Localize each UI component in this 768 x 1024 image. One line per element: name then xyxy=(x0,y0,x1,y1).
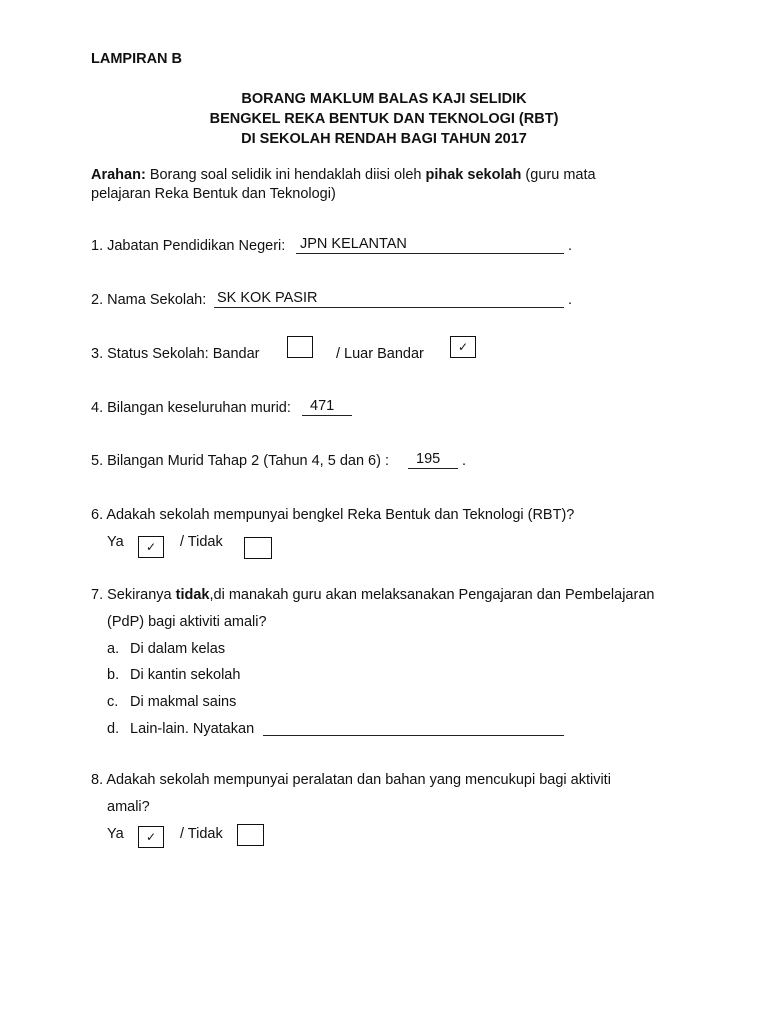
q4-answer[interactable]: 471 xyxy=(310,398,335,414)
q7-option-d[interactable]: Lain-lain. Nyatakan xyxy=(130,721,255,737)
q6-yes-checkbox[interactable] xyxy=(138,536,164,558)
q7-rest: ,di manakah guru akan melaksanakan Pengajaran dan Pembelajaran xyxy=(209,587,655,603)
q7-question-line-2: (PdP) bagi aktiviti amali? xyxy=(107,614,267,630)
instructions-label: Arahan: xyxy=(91,167,146,183)
check-mark-icon: ✓ xyxy=(145,830,157,844)
q7-option-b[interactable]: Di kantin sekolah xyxy=(130,667,241,683)
instructions-text-b: (guru mata xyxy=(521,167,596,183)
instructions-bold: pihak sekolah xyxy=(425,167,522,183)
q8-question-line-1: 8. Adakah sekolah mempunyai peralatan dan bahan yang mencukupi bagi aktiviti xyxy=(91,772,611,788)
q7-option-a[interactable]: Di dalam kelas xyxy=(130,641,226,657)
q3-label: 3. Status Sekolah: Bandar xyxy=(91,346,260,362)
q8-question-line-2: amali? xyxy=(107,799,150,815)
q3-luar-bandar-label: / Luar Bandar xyxy=(336,346,424,362)
q7-option-d-letter: d. xyxy=(107,721,120,737)
q6-no-label: / Tidak xyxy=(180,534,223,550)
q7-option-c[interactable]: Di makmal sains xyxy=(130,694,237,710)
q7-option-a-letter: a. xyxy=(107,641,120,657)
q6-question: 6. Adakah sekolah mempunyai bengkel Reka Bentuk dan Teknologi (RBT)? xyxy=(91,507,575,523)
q2-end: . xyxy=(568,292,573,308)
q6-no-checkbox[interactable] xyxy=(244,537,272,559)
form-title-line-2: BENGKEL REKA BENTUK DAN TEKNOLOGI (RBT) xyxy=(209,111,559,127)
appendix-label: LAMPIRAN B xyxy=(91,51,183,67)
check-mark-icon: ✓ xyxy=(145,540,157,554)
form-title-line-3: DI SEKOLAH RENDAH BAGI TAHUN 2017 xyxy=(241,131,527,147)
instructions-line-2: pelajaran Reka Bentuk dan Teknologi) xyxy=(91,186,336,202)
q8-yes-label: Ya xyxy=(107,826,124,842)
form-title-line-1: BORANG MAKLUM BALAS KAJI SELIDIK xyxy=(241,91,527,107)
q1-end: . xyxy=(568,238,573,254)
q2-label: 2. Nama Sekolah: xyxy=(91,292,207,308)
q4-label: 4. Bilangan keseluruhan murid: xyxy=(91,400,291,416)
q5-answer-line xyxy=(408,468,458,469)
q4-answer-line xyxy=(302,415,352,416)
q8-yes-checkbox[interactable] xyxy=(138,826,164,848)
q7-bold: tidak xyxy=(175,587,210,603)
q7-option-c-letter: c. xyxy=(107,694,119,710)
check-mark-icon: ✓ xyxy=(457,340,469,354)
q3-bandar-checkbox[interactable] xyxy=(287,336,313,358)
instructions-line-1 xyxy=(91,168,596,183)
q5-end: . xyxy=(462,453,467,469)
q7-option-d-answer-line[interactable] xyxy=(263,735,564,736)
q7-option-b-letter: b. xyxy=(107,667,120,683)
q5-answer[interactable]: 195 xyxy=(416,451,441,467)
q7-question-line-1 xyxy=(91,588,654,603)
q8-no-checkbox[interactable] xyxy=(237,824,264,846)
q1-answer-line xyxy=(296,253,564,254)
q6-yes-label: Ya xyxy=(107,534,124,550)
q2-answer-line xyxy=(214,307,564,308)
q2-answer[interactable]: SK KOK PASIR xyxy=(217,290,318,306)
q1-label: 1. Jabatan Pendidikan Negeri: xyxy=(91,238,286,254)
q3-luar-bandar-checkbox[interactable] xyxy=(450,336,476,358)
q5-label: 5. Bilangan Murid Tahap 2 (Tahun 4, 5 dan 6) : xyxy=(91,453,389,469)
q8-no-label: / Tidak xyxy=(180,826,223,842)
instructions-text-a: Borang soal selidik ini hendaklah diisi oleh xyxy=(145,167,426,183)
q7-prefix: 7. Sekiranya xyxy=(91,587,176,603)
q1-answer[interactable]: JPN KELANTAN xyxy=(300,236,407,252)
